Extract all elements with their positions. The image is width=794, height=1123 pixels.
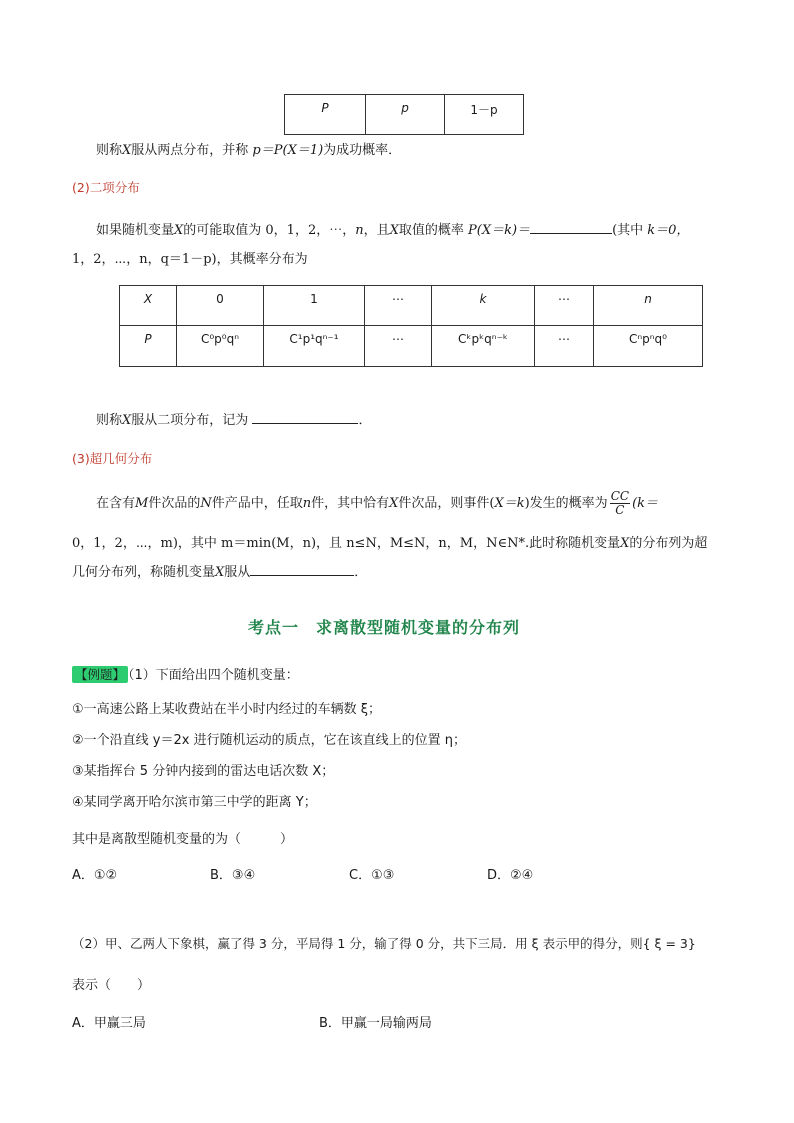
list-item: ③某指挥台 5 分钟内接到的雷达电话次数 X； [72,764,335,779]
hypergeometric-section-title: (3)超几何分布 [72,451,153,466]
table-cell: n [594,286,703,326]
option-d[interactable]: D．②④ [487,868,534,883]
two-point-statement: 则称X服从两点分布，并称 p＝P(X＝1)为成功概率． [96,143,402,158]
question-1-prompt: 其中是离散型随机变量的为（ ） [72,832,294,847]
probability-fraction: $\frac{CC}{C}$ [610,489,630,517]
answer-blank[interactable] [250,563,354,576]
table-cell: ⋯ [365,286,432,326]
table-cell: 0 [177,286,264,326]
hypergeometric-line-2: 0，1，2，⋯，m)，其中 m＝min(M，n)，且 n≤N，M≤N，n，M，N∈N*.此时称随机变量X的分布列为超 [72,536,708,551]
table-cell: P [285,95,366,135]
binomial-conclusion: 则称X服从二项分布，记为 ． [96,413,372,428]
example-badge: 【例题】 [72,666,128,683]
binomial-distribution-table [119,285,703,367]
hypergeometric-line-1: 在含有M件次品的N件产品中，任取n件，其中恰有X件次品，则事件(X＝k)发生的概率为 $\frac{CC}{C}$ (k＝ [96,489,659,517]
list-item: ①一高速公路上某收费站在半小时内经过的车辆数 ξ； [72,702,382,717]
list-item: ④某同学离开哈尔滨市第三中学的距离 Y； [72,795,317,810]
example-intro: 【例题】 （1）下面给出四个随机变量： [72,664,299,683]
option-a[interactable]: A．①② [72,868,118,883]
answer-blank[interactable] [252,411,358,424]
list-item: ②一个沿直线 y＝2x 进行随机运动的质点，它在该直线上的位置 η； [72,733,466,748]
table-cell: p [366,95,445,135]
binomial-line-1: 如果随机变量X的可能取值为 0，1，2，⋯，n，且X取值的概率 P(X＝k)＝ (其中 k＝0， [96,223,690,238]
option-c[interactable]: C．①③ [349,868,395,883]
table-cell: C¹p¹qⁿ⁻¹ [264,326,365,367]
table-cell: k [432,286,535,326]
two-point-distribution-table [284,94,524,135]
binomial-line-2: 1，2，⋯，n，q＝1－p)，其概率分布为 [72,252,308,267]
table-cell: 1 [264,286,365,326]
table-cell: ⋯ [535,326,594,367]
answer-blank[interactable] [530,221,612,234]
table-cell: P [120,326,177,367]
table-cell: Cⁿpⁿq⁰ [594,326,703,367]
table-cell: ⋯ [365,326,432,367]
table-cell: Cᵏpᵏqⁿ⁻ᵏ [432,326,535,367]
question-2-line-2: 表示（ ） [72,978,151,993]
question-2-line-1: （2）甲、乙两人下象棋，赢了得 3 分，平局得 1 分，输了得 0 分，共下三局．用 ξ 表示甲的得分，则{ ξ = 3} [72,936,696,951]
option-b[interactable]: B．甲赢一局输两局 [319,1016,432,1031]
table-cell: ⋯ [535,286,594,326]
binomial-section-title: (2)二项分布 [72,180,140,195]
table-cell: X [120,286,177,326]
option-b[interactable]: B．③④ [210,868,256,883]
table-cell: C⁰p⁰qⁿ [177,326,264,367]
section-heading: 考点一 求离散型随机变量的分布列 [248,618,521,637]
hypergeometric-line-3: 几何分布列，称随机变量X服从 ． [72,565,368,580]
option-a[interactable]: A．甲赢三局 [72,1016,146,1031]
table-cell: 1－p [445,95,524,135]
